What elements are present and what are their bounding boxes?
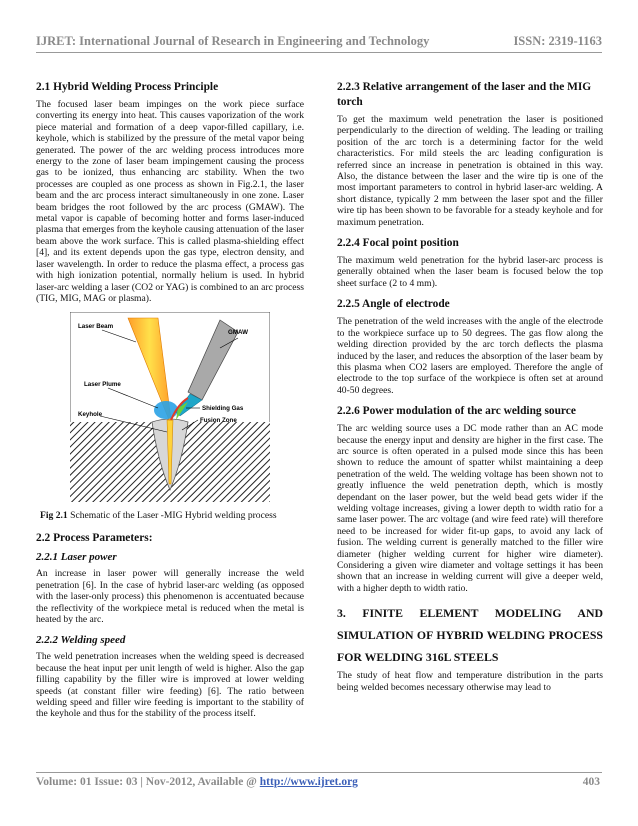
footer-rule bbox=[36, 772, 602, 773]
section-3-title bbox=[337, 602, 603, 668]
page-number: 403 bbox=[582, 776, 600, 788]
section-2-2-5-title: 2.2.5 Angle of electrode bbox=[337, 298, 450, 311]
section-3-text: The study of heat flow and temperature distribution in the parts being welded becomes necessary otherwise may lead to bbox=[337, 670, 603, 693]
section-2-2-2-title: 2.2.2 Welding speed bbox=[36, 634, 126, 647]
label-gmaw: GMAW bbox=[228, 329, 248, 337]
figure-caption-text: Schematic of the Laser -MIG Hybrid welding process bbox=[67, 510, 277, 522]
right-column bbox=[337, 80, 603, 701]
page-footer bbox=[36, 776, 602, 788]
label-fusion-zone: Fusion Zone bbox=[200, 417, 237, 425]
section-2-2-6-title: 2.2.6 Power modulation of the arc welding source bbox=[337, 405, 576, 418]
section-3-title-line3: FOR WELDING 316L STEELS bbox=[337, 650, 499, 665]
page-header bbox=[36, 28, 602, 52]
journal-title: IJRET: International Journal of Research in Engineering and Technology bbox=[36, 34, 430, 48]
section-2-2-4-text: The maximum weld penetration for the hybrid laser-arc process is generally obtained when the laser beam is focused below the top sheet surface (2 to 4 mm). bbox=[337, 255, 603, 289]
section-3-title-line1: 3. FINITE ELEMENT MODELING AND bbox=[337, 606, 603, 621]
section-2-2-5-text: The penetration of the weld increases with the angle of the electrode to the workpiece surface up to 50 degrees. The gas flow along the welding direction provided by the arc torch deflects the plasma induced by the laser, and reduces the absorption of the laser beam by this plasma when CO2 lasers are employed. Therefore the angle of electrode to the top surface of the workpiece is often set at around 40-50 degrees. bbox=[337, 316, 603, 396]
label-laser-beam: Laser Beam bbox=[78, 323, 114, 331]
issn: ISSN: 2319-1163 bbox=[513, 34, 602, 48]
section-2-2-4-title: 2.2.4 Focal point position bbox=[337, 237, 459, 250]
figure-caption-label: Fig 2.1 bbox=[40, 510, 68, 522]
footer-volume: Volume: 01 Issue: 03 | Nov-2012, Available @ bbox=[36, 776, 260, 788]
section-2-2-3-title bbox=[337, 80, 603, 110]
label-shielding-gas: Shielding Gas bbox=[202, 405, 244, 413]
section-3-title-line2: SIMULATION OF HYBRID WELDING PROCESS bbox=[337, 628, 603, 643]
section-2-2-1-text: An increase in laser power will generally increase the weld penetration [6]. In the case of hybrid laser-arc welding (as opposed with the laser-only process) this phenomenon is accentuated because the reflectivity of the workpiece metal is reduced when the metal is heated by the arc. bbox=[36, 568, 304, 625]
figure-caption bbox=[40, 510, 304, 521]
section-2-2-6-text: The arc welding source uses a DC mode rather than an AC mode because the energy input and density are higher in the first case. The arc source is often operated in a pulsed mode since this has been shown to reduce the amount of spatter whilst maintaining a deep penetration of the weld. The welding voltage has been shown not to greatly influence the weld penetration depth, which is mostly dependant on the laser power, but the weld bead gets wider if the welding voltage increases, giving a lower depth to width ratio for a same laser power. The arc voltage (and wire feed rate) will therefore need to be increased for wider fit-up gaps, to avoid any lack of fusion. The welding current is generally matched to the filler wire diameter (higher welding current for higher wire diameter). Considering a given wire diameter and voltage settings it has been shown that an increase in welding current will give a deeper weld, with a higher depth to width ratio. bbox=[337, 423, 603, 594]
section-2-2-3-text: To get the maximum weld penetration the laser is positioned perpendicularly to the direction of welding. The leading or trailing position of the arc torch is a determining factor for the weld characteristics. For mild steels the arc leading configuration is referred since an increase in penetration is obtained in this way. Also, the distance between the laser and the wire tip is one of the most important parameters to control in hybrid laser-arc welding. A short distance, typically 2 mm between the laser spot and the filler wire tip has been shown to be favorable for a steady keyhole and for maximum penetration. bbox=[337, 114, 603, 228]
label-laser-plume: Laser Plume bbox=[84, 381, 121, 389]
header-rule bbox=[36, 52, 602, 53]
left-column bbox=[36, 80, 304, 728]
section-2-2-2-text: The weld penetration increases when the welding speed is decreased because the heat input per unit length of weld is higher. Also the gap filling capability by the filler wire is improved at lower welding speeds (at constant filler wire feeding) [6]. The ratio between welding speed and filler wire feeding is important to the stability of the keyhole and thus for the stability of the process itself. bbox=[36, 651, 304, 720]
journal-link[interactable]: http://www.ijret.org bbox=[259, 776, 358, 788]
section-2-1-title: 2.1 Hybrid Welding Process Principle bbox=[36, 81, 219, 93]
section-2-2-3-title-line2: torch bbox=[337, 96, 363, 108]
section-2-2-3-title-line1: 2.2.3 Relative arrangement of the laser and the MIG bbox=[337, 81, 592, 93]
section-2-2-title: 2.2 Process Parameters: bbox=[36, 532, 153, 545]
laser-plume-shape bbox=[154, 401, 178, 419]
section-2-2-1-title: 2.2.1 Laser power bbox=[36, 551, 117, 564]
label-keyhole: Keyhole bbox=[78, 411, 103, 419]
section-2-1-text: The focused laser beam impinges on the work piece surface converting its energy into heat. This causes vaporization of the work piece material and formation of a deep vapor-filled capillary, i.e. keyhole, which is stabilized by the pressure of the metal vapor being generated. The power of the arc welding process introduces more energy to the zone of laser beam impingement causing the process gas to be ionized, thus enhancing arc stability. When the two processes are coupled as one process as shown in Fig.2.1, the laser beam and the arc process interact simultaneously in one zone. Laser beam bridges the root followed by the arc process (GMAW). The metal vapor is capable of becoming hotter and forms laser-induced plasma that emerges from the keyhole causing attenuation of the laser beam above the work surface. This is called plasma-shielding effect [4], and its extent depends upon the gas type, electron density, and laser wavelength. In order to reduce the plasma effect, a process gas with high ionization potential, normally helium is used. In hybrid laser-arc welding a laser (CO2 or YAG) is combined to an arc process (TIG, MIG, MAG or plasma). bbox=[36, 99, 304, 304]
hybrid-welding-figure bbox=[70, 312, 270, 502]
